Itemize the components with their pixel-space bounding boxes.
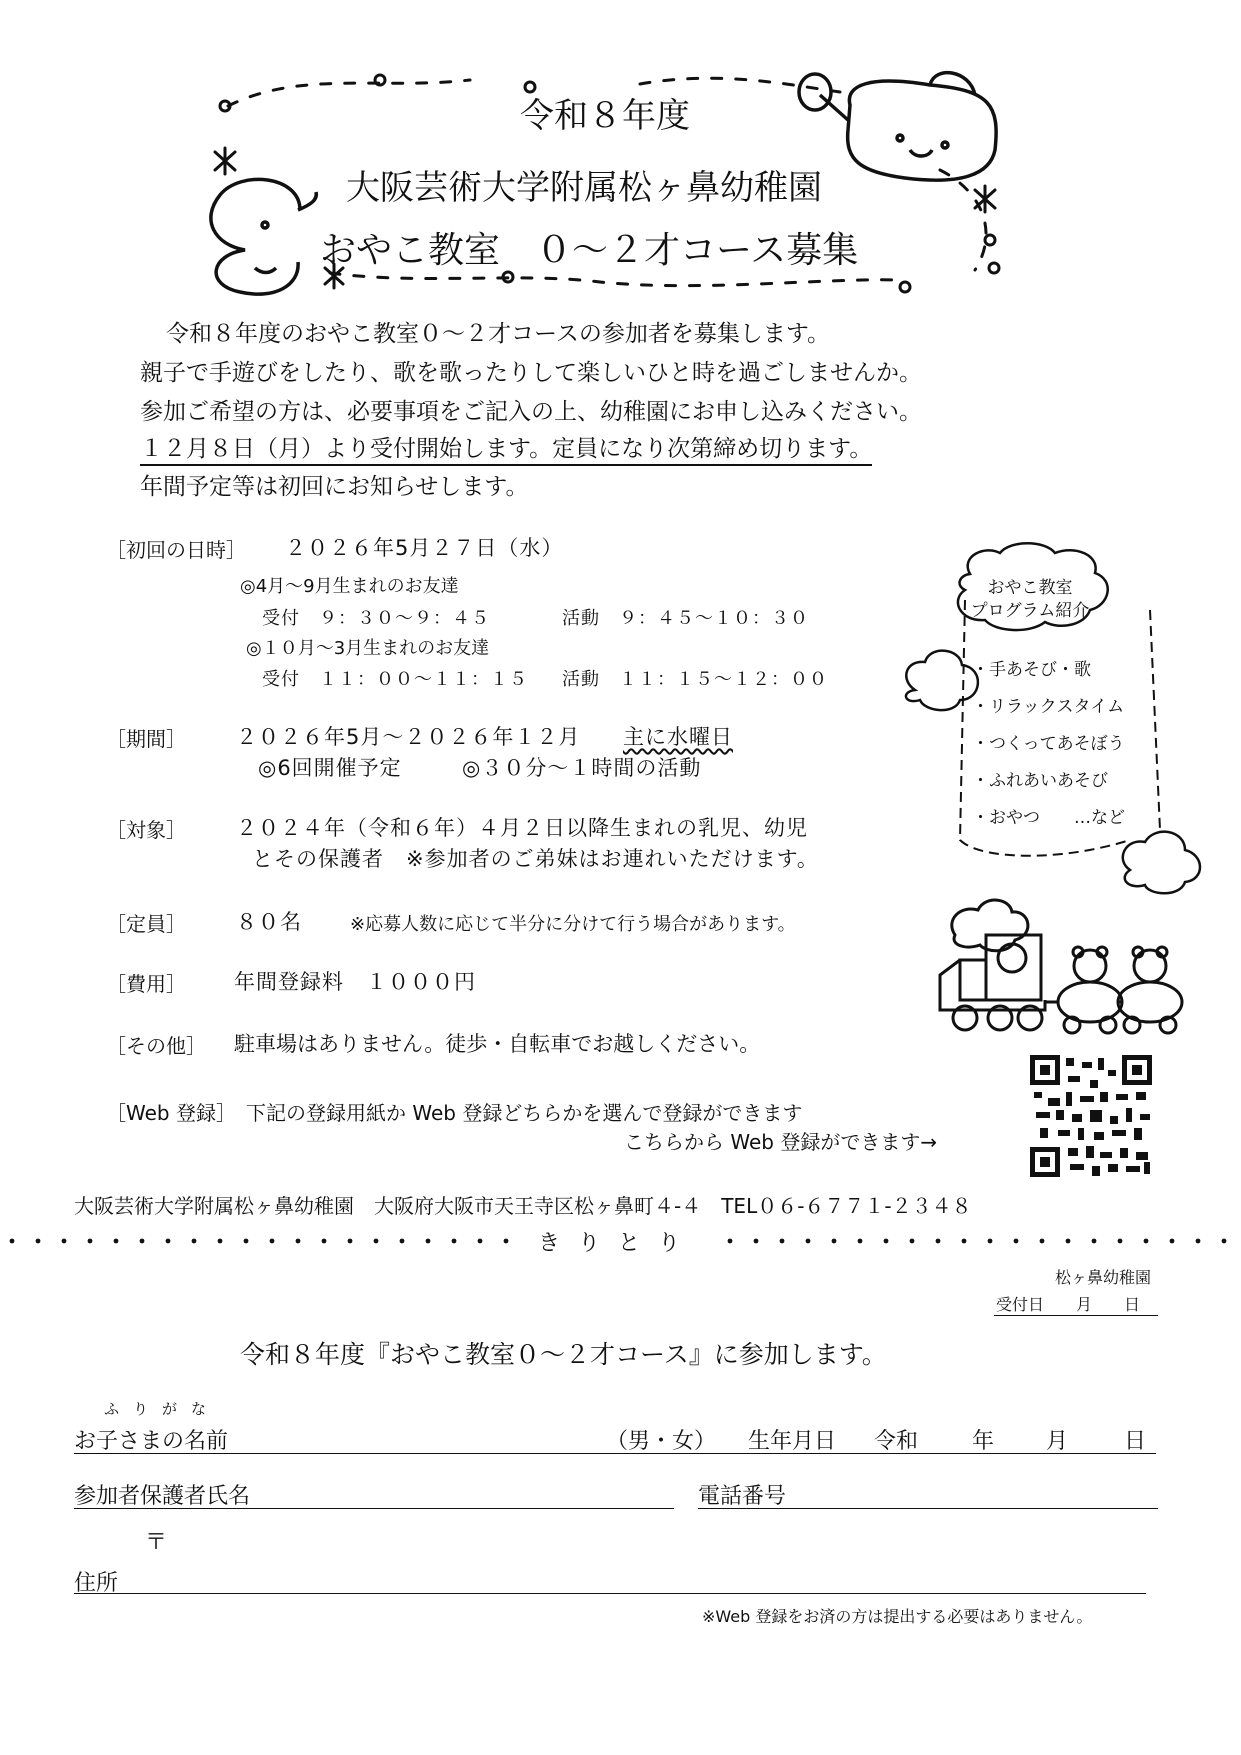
program-title-1: おやこ教室 [987, 578, 1073, 598]
chick-icon [211, 179, 316, 294]
first-label: ［初回の日時］ [106, 538, 246, 562]
train-icon [940, 900, 1182, 1033]
header-school: 大阪芸術大学附属松ヶ鼻幼稚園 [346, 168, 822, 208]
program-item: ・手あそび・歌 [972, 660, 1091, 680]
form-school: 松ヶ鼻幼稚園 [1055, 1268, 1152, 1287]
fee-label: ［費用］ [106, 972, 186, 996]
web-value: 下記の登録用紙か Web 登録どちらかを選んで登録ができます [246, 1101, 803, 1125]
era-label: 令和 [874, 1429, 919, 1454]
intro-line-3: 参加ご希望の方は、必要事項をご記入の上、幼稚園にお申し込みください。 [140, 399, 922, 425]
period-label: ［期間］ [106, 727, 186, 751]
intro-line-2: 親子で手遊びをしたり、歌を歌ったりして楽しいひと時を過ごしませんか。 [140, 360, 922, 386]
phone-label: 電話番号 [698, 1484, 787, 1509]
target-label: ［対象］ [106, 818, 186, 842]
address-label: 住所 [74, 1571, 119, 1596]
target-value: ２０２４年（令和６年）４月２日以降生まれの乳児、幼児 [236, 816, 808, 840]
watering-can-icon [799, 73, 996, 181]
postal-mark: 〒 [145, 1530, 168, 1555]
group2-reception: 受付 １１：００～１１：１５ [262, 669, 528, 690]
program-item: ・ふれあいあそび [972, 771, 1108, 791]
capacity-note: ※応募人数に応じて半分に分けて行う場合があります。 [350, 914, 796, 935]
other-value: 駐車場はありません。徒歩・自転車でお越しください。 [234, 1032, 761, 1056]
phone-field[interactable] [698, 1508, 1158, 1509]
intro-line-1: 令和８年度のおやこ教室０～２才コースの参加者を募集します。 [166, 321, 831, 347]
other-label: ［その他］ [106, 1034, 206, 1058]
form-note: ※Web 登録をお済の方は提出する必要はありません。 [702, 1607, 1093, 1626]
child-name-field[interactable] [74, 1453, 1156, 1454]
form-receipt: 受付日 月 日 [996, 1295, 1141, 1314]
program-item: ・おやつ …など [972, 808, 1125, 828]
group2-activity: 活動 １１：１５～１２：００ [562, 669, 828, 690]
gender-select[interactable]: （男・女） [606, 1429, 717, 1454]
child-name-label: お子さまの名前 [74, 1429, 229, 1454]
guardian-label: 参加者保護者氏名 [74, 1484, 251, 1509]
month-unit: 月 [1046, 1429, 1069, 1454]
form-title: 令和８年度『おやこ教室０～２才コース』に参加します。 [240, 1340, 887, 1369]
guardian-field[interactable] [74, 1508, 674, 1509]
period-note-2: ◎３０分～１時間の活動 [462, 756, 702, 780]
intro-line-4: １２月８日（月）より受付開始します。定員になり次第締め切ります。 [140, 430, 872, 466]
group2-label: ◎１０月～3月生まれのお友達 [246, 638, 490, 659]
furigana-label: ふりがな [104, 1400, 221, 1418]
qr-code-icon[interactable] [1030, 1055, 1152, 1177]
group1-reception: 受付 ９：３０～９：４５ [262, 608, 490, 629]
address-field[interactable] [74, 1593, 1146, 1594]
birthday-label: 生年月日 [748, 1429, 837, 1454]
web-label: ［Web 登録］ [106, 1101, 236, 1125]
target-value-2: とその保護者 ※参加者のご弟妹はお連れいただけます。 [252, 847, 819, 871]
year-unit: 年 [972, 1429, 995, 1454]
period-note-1: ◎6回開催予定 [258, 756, 402, 780]
header-course: おやこ教室 ０～２才コース募集 [320, 230, 859, 271]
header-year: 令和８年度 [520, 96, 690, 136]
first-date: ２０２６年5月２７日（水） [285, 536, 564, 560]
group1-label: ◎4月～9月生まれのお友達 [240, 576, 459, 597]
capacity-value: ８０名 [236, 910, 302, 934]
period-weekday: 主に水曜日 [623, 725, 733, 749]
contact-info: 大阪芸術大学附属松ヶ鼻幼稚園 大阪府大阪市天王寺区松ヶ鼻町４-４ TEL０６-６７７１-２３４８ [74, 1194, 972, 1218]
period-value: ２０２６年5月～２０２６年１２月 [236, 725, 581, 749]
web-link-text[interactable]: こちらから Web 登録ができます→ [624, 1130, 938, 1154]
cut-label: きりとり [538, 1231, 699, 1256]
day-unit: 日 [1124, 1429, 1147, 1454]
program-title-2: プログラム紹介 [970, 601, 1090, 621]
program-item: ・つくってあそぼう [972, 734, 1125, 754]
intro-line-5: 年間予定等は初回にお知らせします。 [140, 474, 529, 500]
capacity-label: ［定員］ [106, 912, 186, 936]
receipt-line [994, 1315, 1158, 1316]
fee-value: 年間登録料 １０００円 [234, 970, 476, 994]
group1-activity: 活動 ９：４５～１０：３０ [562, 608, 809, 629]
program-item: ・リラックスタイム [972, 697, 1125, 717]
